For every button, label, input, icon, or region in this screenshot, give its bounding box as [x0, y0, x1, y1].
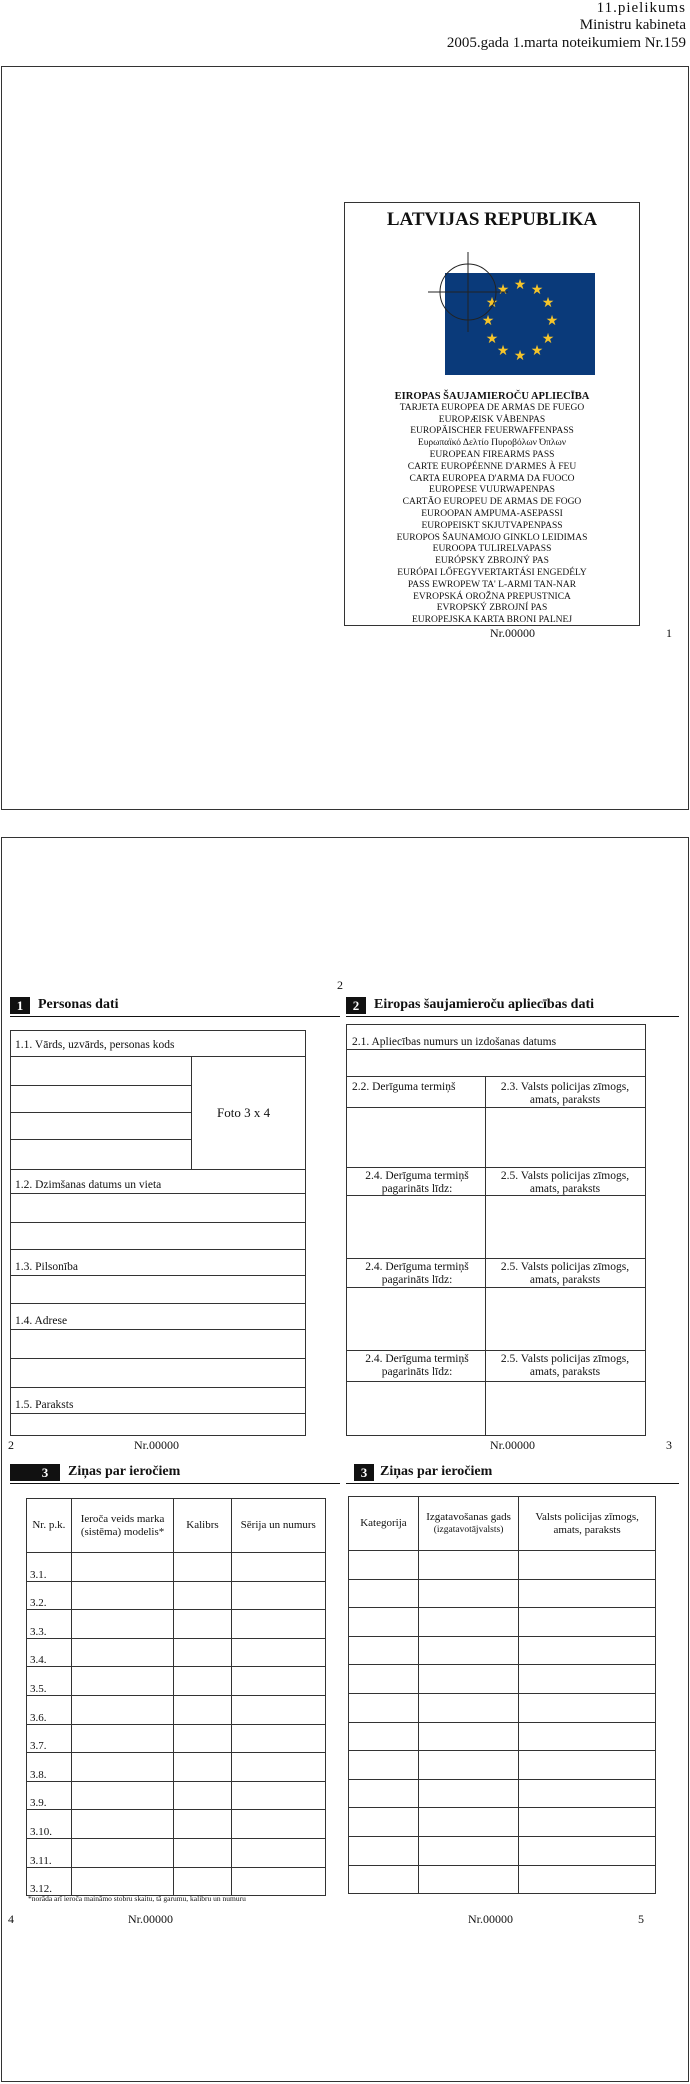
cover-line: EUROPOS ŠAUNAMOJO GINKLO LEIDIMAS	[396, 532, 588, 543]
row-number: 3.4.	[27, 1638, 72, 1667]
cover-line: EURÓPSKY ZBROJNÝ PAS	[435, 556, 549, 567]
row-number: 3.7.	[27, 1724, 72, 1753]
table-row	[27, 1867, 326, 1896]
col-header: Valsts policijas zīmogs, amats, paraksts	[519, 1497, 656, 1551]
cover-line: EUROPÄISCHER FEUERWAFFENPASS	[410, 426, 574, 437]
table-row	[349, 1751, 656, 1780]
section-3-left-header	[10, 1463, 340, 1484]
section-title: Ziņas par ieročiem	[68, 1464, 181, 1479]
cover-line: CARTE EUROPÉENNE D'ARMES À FEU	[407, 461, 577, 472]
table-row	[349, 1665, 656, 1694]
cover-line: TARJETA EUROPEA DE ARMAS DE FUEGO	[399, 402, 585, 413]
pass-number: Nr.00000	[128, 1912, 173, 1926]
star-icon: ★	[541, 296, 555, 311]
field-address-label: 1.4. Adrese	[15, 1315, 68, 1327]
cover-number: Nr.00000	[490, 626, 535, 640]
table-row	[27, 1638, 326, 1667]
table-row	[27, 1753, 326, 1782]
weapons-table-right	[348, 1496, 656, 1894]
star-icon: ★	[485, 296, 499, 311]
cover-line: EVROPSKÝ ZBROJNÍ PAS	[436, 603, 548, 614]
cover-line: EUROPEJSKA KARTA BRONI PALNEJ	[411, 615, 573, 626]
section-number: 2	[346, 997, 366, 1014]
cover-title: LATVIJAS REPUBLIKA	[386, 209, 598, 230]
col-header-subline: (izgatavotājvalsts)	[433, 1524, 504, 1535]
section-number: 3	[354, 1464, 374, 1481]
section-3-right-header	[346, 1463, 679, 1484]
section-title: Eiropas šaujamieroču apliecības dati	[374, 997, 595, 1012]
star-icon: ★	[530, 344, 544, 359]
table-row	[349, 1636, 656, 1665]
field-name-label: 1.1. Vārds, uzvārds, personas kods	[15, 1039, 175, 1051]
star-icon: ★	[541, 332, 555, 347]
regulation-issuer: Ministru kabineta	[579, 17, 686, 33]
personal-data-form	[10, 1030, 306, 1436]
cover-line: EUROOPAN AMPUMA-ASEPASSI	[421, 508, 563, 519]
page-top-number: 2	[337, 978, 343, 992]
field-police-stamp-label: 2.3. Valsts policijas zīmogs, amats, paraksts	[500, 1081, 630, 1106]
col-header: Kalibrs	[174, 1499, 231, 1553]
field-extension-label: 2.4. Derīguma termiņš pagarināts līdz:	[365, 1353, 469, 1378]
cover-line: EUROPÆISK VÅBENPAS	[438, 414, 546, 425]
star-icon: ★	[530, 283, 544, 298]
cover-panel	[344, 202, 640, 626]
field-police-stamp-label: 2.5. Valsts policijas zīmogs, amats, paraksts	[500, 1261, 630, 1286]
footnote: *norāda arī ieroča maināmo stobru skaitu, tā garumu, kalibru un numuru	[28, 1894, 246, 1903]
cover-line: PASS EWROPEW TA' L-ARMI TAN-NAR	[407, 579, 577, 590]
table-row	[349, 1808, 656, 1837]
section-number: 1	[10, 997, 30, 1014]
field-birth-label: 1.2. Dzimšanas datums un vieta	[15, 1179, 162, 1191]
table-row	[27, 1838, 326, 1867]
table-row	[349, 1722, 656, 1751]
col-header	[418, 1497, 518, 1551]
table-row	[349, 1693, 656, 1722]
cover-line: EUROOPA TULIRELVAPASS	[432, 544, 552, 555]
star-icon: ★	[481, 314, 495, 329]
pass-number: Nr.00000	[134, 1438, 179, 1452]
appendix-label: 11.pielikums	[596, 0, 686, 16]
row-number: 3.9.	[27, 1781, 72, 1810]
section-number: 3	[30, 1464, 60, 1481]
star-icon: ★	[485, 332, 499, 347]
cover-line: EUROPESE VUURWAPENPAS	[429, 485, 555, 496]
page-number-4: 4	[8, 1912, 14, 1926]
field-citizenship-label: 1.3. Pilsonība	[15, 1261, 78, 1273]
table-row	[27, 1724, 326, 1753]
regulation-reference: 2005.gada 1.marta noteikumiem Nr.159	[446, 35, 686, 51]
row-number: 3.10.	[27, 1810, 72, 1839]
table-row	[27, 1667, 326, 1696]
star-icon: ★	[513, 349, 527, 364]
page-number-5: 5	[638, 1912, 644, 1926]
table-row	[349, 1579, 656, 1608]
field-validity-label: 2.2. Derīguma termiņš	[352, 1081, 456, 1093]
row-number: 3.5.	[27, 1667, 72, 1696]
field-extension-label: 2.4. Derīguma termiņš pagarināts līdz:	[365, 1170, 469, 1195]
table-row	[27, 1695, 326, 1724]
star-icon: ★	[496, 344, 510, 359]
table-row	[349, 1865, 656, 1894]
row-number: 3.8.	[27, 1753, 72, 1782]
page-number-3: 3	[666, 1438, 672, 1452]
col-header-line: Izgatavošanas gads	[426, 1510, 511, 1523]
section-2-header	[346, 996, 679, 1017]
table-row	[27, 1610, 326, 1639]
cover-multilingual-titles	[345, 391, 639, 627]
table-row	[27, 1581, 326, 1610]
field-pass-number-label: 2.1. Apliecības numurs un izdošanas datums	[352, 1036, 557, 1048]
col-header: Ieroča veids marka (sistēma) modelis*	[71, 1499, 174, 1553]
weapons-table-left	[26, 1498, 326, 1896]
cover-line: Ευρωπαϊκό Δελτίο Πυροβόλων Όπλων	[417, 438, 567, 449]
crosshair-icon	[423, 247, 513, 337]
table-row	[27, 1810, 326, 1839]
section-1-header	[10, 996, 340, 1017]
col-header: Nr. p.k.	[27, 1499, 72, 1553]
row-number: 3.6.	[27, 1695, 72, 1724]
star-icon: ★	[545, 314, 559, 329]
photo-placeholder: Foto 3 x 4	[217, 1105, 271, 1120]
cover-line: EURÓPAI LŐFEGYVERTARTÁSI ENGEDÉLY	[397, 567, 587, 578]
table-row	[349, 1551, 656, 1580]
cover-line: CARTÃO EUROPEU DE ARMAS DE FOGO	[402, 497, 582, 508]
star-icon: ★	[496, 283, 510, 298]
field-police-stamp-label: 2.5. Valsts policijas zīmogs, amats, paraksts	[500, 1170, 630, 1195]
section-title: Personas dati	[38, 997, 119, 1012]
cover-line: EIROPAS ŠAUJAMIEROČU APLIECĪBA	[394, 391, 590, 402]
cover-line: EUROPEAN FIREARMS PASS	[429, 449, 555, 460]
cover-line: CARTA EUROPEA D'ARMA DA FUOCO	[409, 473, 575, 484]
table-row	[349, 1779, 656, 1808]
pass-data-form	[346, 1024, 646, 1436]
cover-line: EUROPEISKT SKJUTVAPENPASS	[421, 520, 563, 531]
section-title: Ziņas par ieročiem	[380, 1464, 493, 1479]
field-extension-label: 2.4. Derīguma termiņš pagarināts līdz:	[365, 1261, 469, 1286]
table-row	[27, 1553, 326, 1582]
table-row	[27, 1781, 326, 1810]
field-police-stamp-label: 2.5. Valsts policijas zīmogs, amats, paraksts	[500, 1353, 630, 1378]
star-icon: ★	[513, 278, 527, 293]
col-header: Kategorija	[349, 1497, 419, 1551]
row-number: 3.12.	[27, 1867, 72, 1896]
cover-page-number: 1	[666, 626, 672, 640]
row-number: 3.3.	[27, 1610, 72, 1639]
col-header: Sērija un numurs	[231, 1499, 325, 1553]
table-row	[349, 1608, 656, 1637]
field-signature-label: 1.5. Paraksts	[15, 1399, 74, 1411]
pass-number: Nr.00000	[490, 1438, 535, 1452]
pass-number: Nr.00000	[468, 1912, 513, 1926]
row-number: 3.1.	[27, 1553, 72, 1582]
row-number: 3.11.	[27, 1838, 72, 1867]
page-number-2: 2	[8, 1438, 14, 1452]
table-row	[349, 1836, 656, 1865]
row-number: 3.2.	[27, 1581, 72, 1610]
cover-line: EVROPSKÁ OROŽNA PREPUSTNICA	[413, 591, 571, 602]
